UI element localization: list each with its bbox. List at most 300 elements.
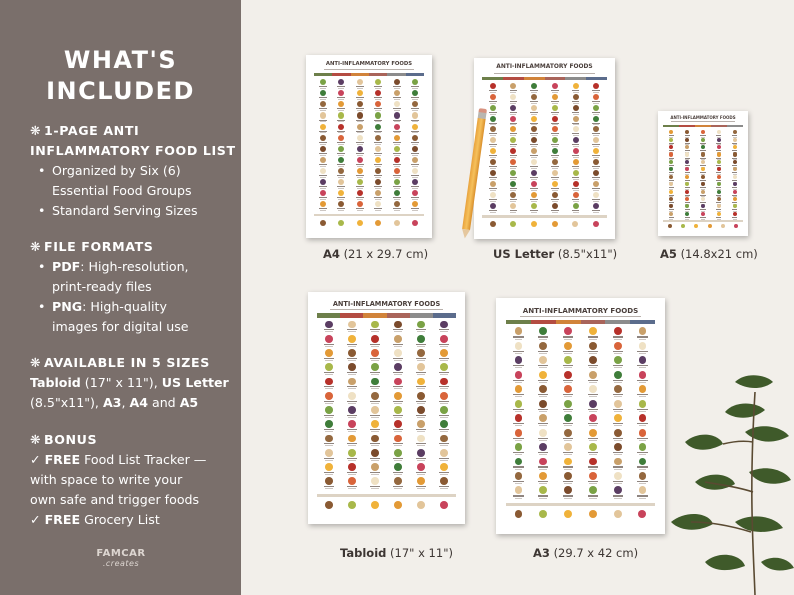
- food-item: [387, 378, 410, 392]
- food-item: [406, 157, 424, 168]
- food-image: [531, 203, 537, 209]
- serving-size-label: [564, 469, 572, 470]
- food-label: [513, 438, 523, 439]
- food-image: [357, 201, 363, 207]
- bonus-tracker-line3: own safe and trigger foods: [30, 492, 200, 507]
- food-image: [394, 146, 400, 152]
- food-item: [406, 90, 424, 101]
- food-label: [700, 165, 705, 166]
- food-image: [531, 116, 537, 122]
- food-label: [530, 188, 538, 189]
- food-label: [370, 458, 380, 459]
- food-label: [538, 380, 548, 381]
- food-group-band: [556, 320, 581, 324]
- food-item: [556, 414, 581, 428]
- food-label: [393, 401, 403, 402]
- food-label: [324, 358, 334, 359]
- food-image: [338, 190, 344, 196]
- food-label: [324, 443, 334, 444]
- food-item: [503, 126, 524, 137]
- food-item: [524, 181, 545, 192]
- food-image: [701, 160, 705, 164]
- serving-size-label: [394, 403, 402, 404]
- food-label: [347, 329, 357, 330]
- food-image: [412, 112, 418, 118]
- food-image: [614, 327, 622, 335]
- food-item: [727, 145, 743, 152]
- food-item: [406, 179, 424, 190]
- serving-size-label: [589, 469, 597, 470]
- serving-size-label: [357, 166, 363, 167]
- food-item: [340, 321, 363, 335]
- food-image: [510, 94, 516, 100]
- food-item: [565, 137, 586, 148]
- food-label: [319, 208, 327, 209]
- food-label: [489, 112, 497, 113]
- food-item: [503, 94, 524, 105]
- food-image: [564, 342, 572, 350]
- serving-size-label: [320, 110, 326, 111]
- food-image: [510, 148, 516, 154]
- food-item: [433, 321, 456, 335]
- food-item: [317, 406, 340, 420]
- food-image: [338, 201, 344, 207]
- food-label: [588, 452, 598, 453]
- food-item: [317, 463, 340, 477]
- food-image: [717, 167, 721, 171]
- food-image: [669, 182, 673, 186]
- food-item: [531, 458, 556, 472]
- food-label: [411, 120, 419, 121]
- food-item: [332, 168, 350, 179]
- serving-size-label: [348, 331, 356, 332]
- food-image: [701, 190, 705, 194]
- serving-size-label: [552, 168, 558, 169]
- food-label: [563, 495, 573, 496]
- food-image: [490, 192, 496, 198]
- food-item: [711, 182, 727, 189]
- serving-size-label: [564, 382, 572, 383]
- serving-size-label: [589, 440, 597, 441]
- food-image: [539, 356, 547, 364]
- food-item: [580, 429, 605, 443]
- serving-size-label: [325, 403, 333, 404]
- food-label: [588, 409, 598, 410]
- food-label: [510, 90, 518, 91]
- food-image: [375, 90, 381, 96]
- food-label: [592, 177, 600, 178]
- sizes-section: [30, 353, 229, 413]
- food-label: [393, 386, 403, 387]
- serving-size-label: [490, 146, 496, 147]
- food-label: [513, 481, 523, 482]
- food-image: [320, 146, 326, 152]
- serving-size-label: [375, 132, 381, 133]
- food-image: [639, 429, 647, 437]
- food-item: [586, 105, 607, 116]
- serving-size-label: [371, 374, 379, 375]
- serving-size-label: [371, 360, 379, 361]
- food-label: [563, 365, 573, 366]
- food-item: [531, 371, 556, 385]
- food-label: [637, 481, 647, 482]
- footer-food-image: [490, 221, 496, 227]
- food-item: [531, 486, 556, 500]
- food-image: [539, 400, 547, 408]
- food-image: [701, 204, 705, 208]
- food-label: [685, 195, 690, 196]
- food-item: [727, 175, 743, 182]
- serving-size-label: [639, 454, 647, 455]
- food-image: [614, 385, 622, 393]
- food-label: [411, 164, 419, 165]
- food-item: [433, 449, 456, 463]
- food-label: [319, 97, 327, 98]
- serving-size-label: [394, 188, 400, 189]
- food-label: [700, 180, 705, 181]
- food-group-band: [695, 125, 711, 127]
- food-image: [531, 170, 537, 176]
- food-label: [324, 372, 334, 373]
- footer-food-image: [681, 224, 685, 228]
- food-label: [551, 210, 559, 211]
- sheet-subtitle-line: [324, 69, 415, 70]
- food-item: [695, 167, 711, 174]
- serving-size-label: [515, 498, 523, 499]
- serving-size-label: [325, 460, 333, 461]
- food-image: [440, 363, 448, 371]
- food-label: [356, 153, 364, 154]
- food-image: [589, 443, 597, 451]
- food-label: [538, 452, 548, 453]
- food-label: [572, 199, 580, 200]
- serving-size-label: [564, 483, 572, 484]
- food-label: [489, 210, 497, 211]
- food-label: [592, 112, 600, 113]
- serving-size-label: [515, 411, 523, 412]
- food-label: [439, 372, 449, 373]
- serving-size-label: [539, 498, 547, 499]
- food-label: [347, 458, 357, 459]
- serving-size-label: [371, 346, 379, 347]
- serving-size-label: [589, 339, 597, 340]
- food-item: [433, 378, 456, 392]
- food-label: [393, 429, 403, 430]
- serving-size-label: [412, 177, 418, 178]
- food-label: [732, 150, 737, 151]
- asterisk-bullet-icon: ❋: [30, 239, 42, 254]
- food-label: [393, 372, 403, 373]
- food-item: [363, 463, 386, 477]
- food-label: [319, 120, 327, 121]
- serving-size-label: [639, 411, 647, 412]
- food-label: [393, 197, 401, 198]
- food-item: [332, 146, 350, 157]
- food-item: [387, 406, 410, 420]
- food-item: [663, 175, 679, 182]
- serving-size-label: [510, 168, 516, 169]
- food-label: [324, 415, 334, 416]
- food-image: [701, 182, 705, 186]
- food-label: [732, 209, 737, 210]
- food-image: [371, 335, 379, 343]
- food-image: [717, 190, 721, 194]
- food-label: [669, 158, 674, 159]
- serving-size-label: [539, 339, 547, 340]
- food-image: [669, 145, 673, 149]
- food-image: [669, 130, 673, 134]
- pdf-bullet: • PDF: High-resolution,: [30, 257, 189, 277]
- food-item: [363, 406, 386, 420]
- food-image: [348, 349, 356, 357]
- food-image: [348, 406, 356, 414]
- food-label: [669, 143, 674, 144]
- sheet-footer-band: [314, 214, 425, 216]
- food-item: [506, 371, 531, 385]
- food-image: [685, 182, 689, 186]
- food-label: [439, 458, 449, 459]
- food-item: [544, 105, 565, 116]
- food-image: [348, 420, 356, 428]
- serving-size-label: [639, 498, 647, 499]
- food-image: [412, 101, 418, 107]
- food-label: [588, 365, 598, 366]
- sheet-title: ANTI-INFLAMMATORY FOODS: [332, 300, 441, 309]
- footer-food-image: [394, 501, 402, 509]
- food-image: [417, 378, 425, 386]
- food-label: [319, 131, 327, 132]
- food-item: [580, 371, 605, 385]
- food-image: [440, 463, 448, 471]
- food-image: [440, 420, 448, 428]
- checkmark-icon: ✓: [30, 512, 41, 527]
- food-item: [556, 356, 581, 370]
- food-image: [717, 138, 721, 142]
- food-image: [539, 443, 547, 451]
- food-item: [387, 420, 410, 434]
- food-group-header-bands: [317, 313, 455, 317]
- footer-food-image: [440, 501, 448, 509]
- food-label: [489, 155, 497, 156]
- food-label: [563, 466, 573, 467]
- serving-size-label: [440, 360, 448, 361]
- food-item: [556, 458, 581, 472]
- food-item: [524, 137, 545, 148]
- food-image: [394, 363, 402, 371]
- food-label: [439, 329, 449, 330]
- food-label: [563, 481, 573, 482]
- food-image: [531, 159, 537, 165]
- food-item: [544, 116, 565, 127]
- serving-size-label: [394, 331, 402, 332]
- food-image: [338, 101, 344, 107]
- food-label: [551, 188, 559, 189]
- food-label: [530, 101, 538, 102]
- food-item: [565, 105, 586, 116]
- serving-size-label: [552, 146, 558, 147]
- food-image: [375, 146, 381, 152]
- serving-size-label: [639, 382, 647, 383]
- food-item: [663, 167, 679, 174]
- food-item: [406, 135, 424, 146]
- food-image: [564, 486, 572, 494]
- serving-size-label: [552, 190, 558, 191]
- food-image: [552, 116, 558, 122]
- food-image: [357, 79, 363, 85]
- food-label: [551, 123, 559, 124]
- serving-size-label: [515, 469, 523, 470]
- serving-size-label: [412, 155, 418, 156]
- serving-size-label: [589, 483, 597, 484]
- serving-size-label: [573, 179, 579, 180]
- food-image: [639, 371, 647, 379]
- food-item: [406, 201, 424, 212]
- food-item: [387, 392, 410, 406]
- food-item: [711, 212, 727, 219]
- food-item: [482, 94, 503, 105]
- serving-size-label: [639, 440, 647, 441]
- serving-size-label: [490, 212, 496, 213]
- food-label: [538, 495, 548, 496]
- food-image: [733, 197, 737, 201]
- serving-size-label: [552, 157, 558, 158]
- food-image: [394, 349, 402, 357]
- food-item: [351, 168, 369, 179]
- food-label: [563, 423, 573, 424]
- food-image: [515, 429, 523, 437]
- sheet-footer-items: [663, 224, 742, 232]
- serving-size-label: [348, 417, 356, 418]
- food-label: [393, 108, 401, 109]
- food-label: [347, 358, 357, 359]
- food-item: [580, 414, 605, 428]
- food-image: [371, 449, 379, 457]
- serving-size-label: [412, 166, 418, 167]
- food-item: [406, 124, 424, 135]
- png-bullet: • PNG: High-quality: [30, 297, 189, 317]
- food-label: [319, 175, 327, 176]
- food-item: [340, 363, 363, 377]
- bonus-heading: ❋ BONUS: [30, 430, 206, 450]
- food-item: [314, 79, 332, 90]
- food-label: [637, 495, 647, 496]
- serving-size-label: [490, 190, 496, 191]
- food-image: [531, 83, 537, 89]
- food-item: [387, 90, 405, 101]
- serving-size-label: [614, 498, 622, 499]
- food-image: [325, 435, 333, 443]
- food-item: [410, 463, 433, 477]
- food-label: [513, 452, 523, 453]
- footer-food-image: [668, 224, 672, 228]
- food-image: [552, 126, 558, 132]
- food-item: [351, 79, 369, 90]
- food-image: [375, 101, 381, 107]
- serving-size-label: [394, 88, 400, 89]
- serving-size-label: [573, 212, 579, 213]
- food-item: [556, 400, 581, 414]
- food-image: [701, 197, 705, 201]
- food-image: [412, 157, 418, 163]
- food-label: [588, 423, 598, 424]
- food-label: [347, 372, 357, 373]
- food-image: [685, 130, 689, 134]
- food-label: [374, 108, 382, 109]
- food-item: [363, 449, 386, 463]
- food-label: [563, 351, 573, 352]
- food-item: [544, 83, 565, 94]
- serving-size-label: [357, 199, 363, 200]
- food-image: [539, 327, 547, 335]
- food-label: [411, 97, 419, 98]
- food-item: [369, 112, 387, 123]
- food-image: [733, 167, 737, 171]
- serving-size-label: [348, 360, 356, 361]
- serving-size-label: [639, 469, 647, 470]
- food-label: [700, 150, 705, 151]
- food-group-header-bands: [314, 73, 425, 76]
- food-label: [337, 153, 345, 154]
- serving-size-label: [440, 431, 448, 432]
- food-image: [573, 83, 579, 89]
- food-item: [317, 363, 340, 377]
- food-item: [387, 201, 405, 212]
- food-image: [573, 126, 579, 132]
- serving-size-label: [394, 210, 400, 211]
- food-group-band: [369, 73, 387, 76]
- serving-size-label: [515, 454, 523, 455]
- food-item: [663, 182, 679, 189]
- food-item: [506, 429, 531, 443]
- serving-size-label: [417, 488, 425, 489]
- food-image: [515, 414, 523, 422]
- food-label: [732, 135, 737, 136]
- sheet-title: ANTI-INFLAMMATORY FOODS: [522, 306, 639, 316]
- food-item: [363, 435, 386, 449]
- food-item: [410, 349, 433, 363]
- food-label: [411, 153, 419, 154]
- food-item: [679, 160, 695, 167]
- food-item: [363, 321, 386, 335]
- food-item: [580, 443, 605, 457]
- food-label: [324, 458, 334, 459]
- food-label: [538, 409, 548, 410]
- food-item: [586, 126, 607, 137]
- food-label: [489, 144, 497, 145]
- sheet-footer-items: [506, 510, 655, 526]
- food-group-band: [482, 77, 503, 80]
- food-item: [317, 449, 340, 463]
- food-item: [351, 190, 369, 201]
- food-label: [337, 175, 345, 176]
- food-item: [369, 101, 387, 112]
- food-label: [669, 217, 674, 218]
- serving-size-label: [320, 99, 326, 100]
- food-label: [613, 423, 623, 424]
- food-image: [573, 170, 579, 176]
- food-group-band: [351, 73, 369, 76]
- serving-size-label: [394, 132, 400, 133]
- food-label: [513, 351, 523, 352]
- bullet-dot-icon: •: [38, 259, 46, 274]
- food-label: [416, 486, 426, 487]
- food-label: [530, 90, 538, 91]
- food-item: [663, 138, 679, 145]
- serving-size-label: [573, 114, 579, 115]
- food-label: [416, 329, 426, 330]
- food-image: [394, 463, 402, 471]
- logo-wordmark: FAMCAR: [96, 548, 146, 559]
